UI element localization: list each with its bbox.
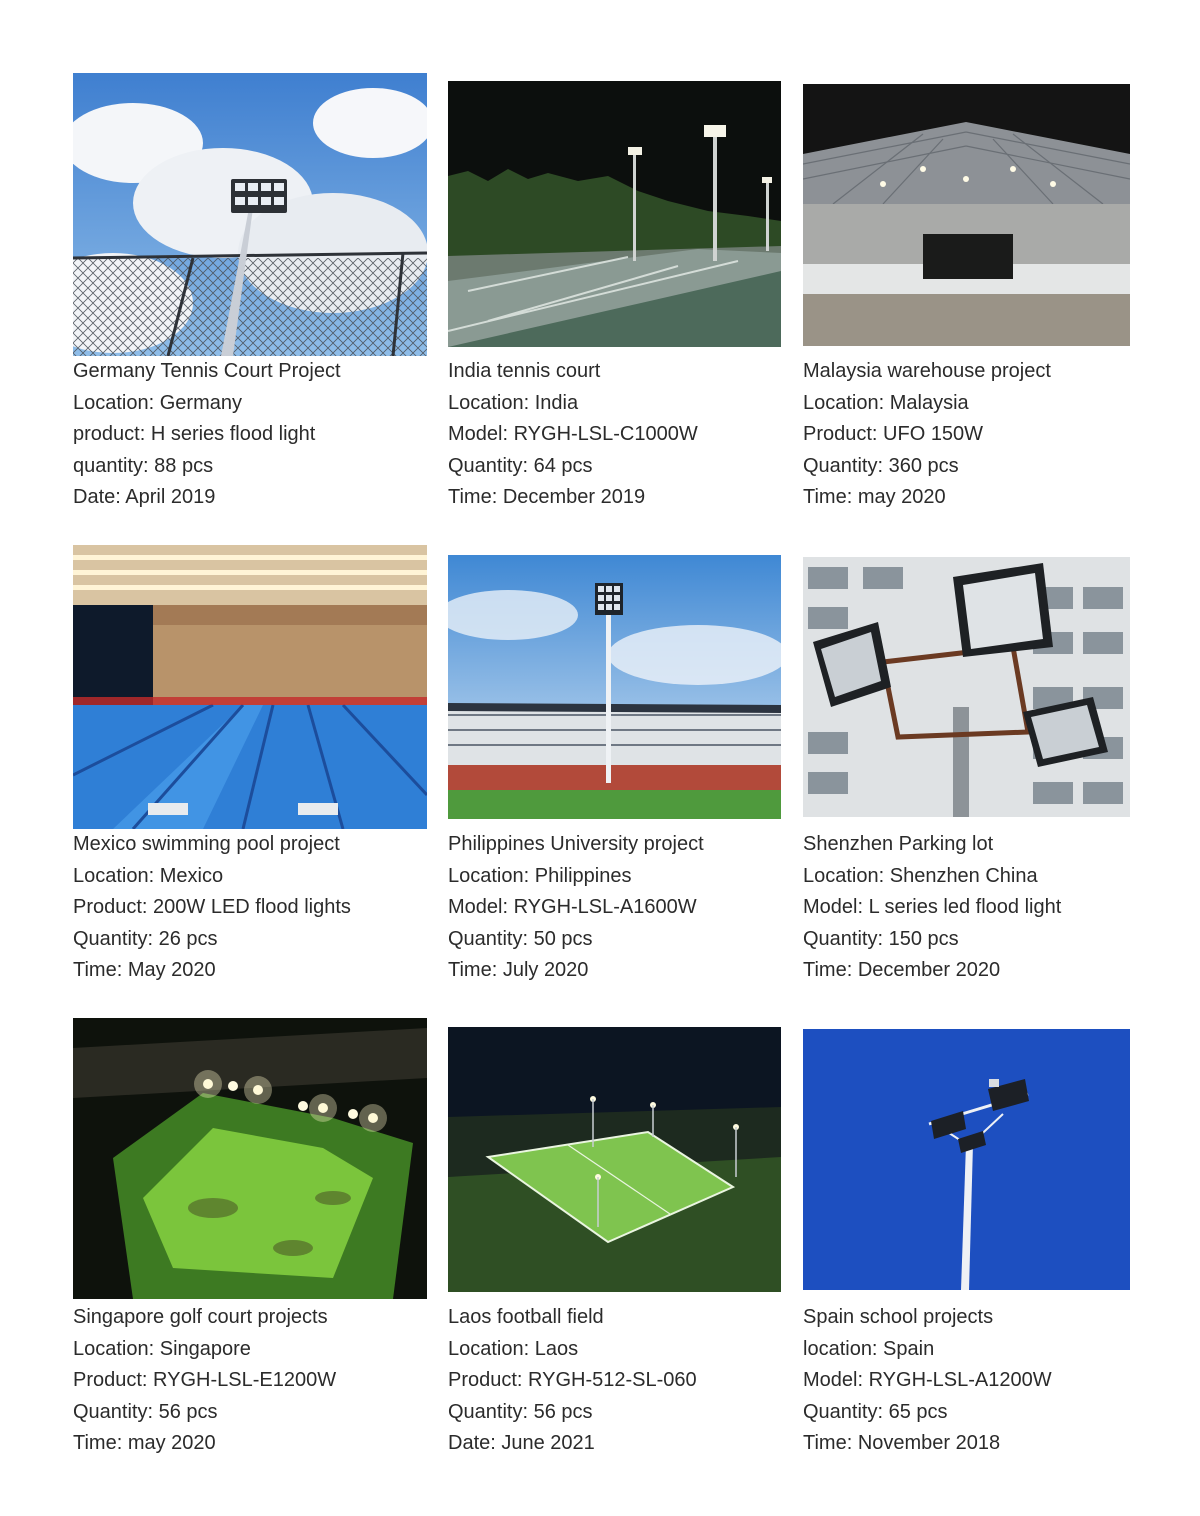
project-date: Date: June 2021 xyxy=(448,1432,595,1455)
project-caption-malaysia-warehouse xyxy=(803,356,1051,514)
project-title: Spain school projects xyxy=(803,1306,994,1328)
project-location: Location: Philippines xyxy=(448,864,632,887)
project-product: product: H series flood light xyxy=(73,423,316,446)
project-quantity: Quantity: 26 pcs xyxy=(73,927,218,950)
project-location: Location: Germany xyxy=(73,391,242,414)
project-photo-india-tennis xyxy=(448,81,781,347)
project-date: Date: April 2019 xyxy=(73,486,216,509)
project-caption-germany-tennis xyxy=(73,356,341,514)
project-photo-germany-tennis xyxy=(73,73,427,356)
project-location: Location: Mexico xyxy=(73,864,224,887)
project-photo-mexico-pool xyxy=(73,545,427,829)
project-product: Product: 200W LED flood lights xyxy=(73,896,351,919)
project-model: Model: RYGH-LSL-A1600W xyxy=(448,896,697,919)
project-caption-shenzhen-parking xyxy=(803,829,1061,987)
project-photo-shenzhen-parking xyxy=(803,557,1130,817)
project-title: India tennis court xyxy=(448,360,601,382)
project-quantity: Quantity: 65 pcs xyxy=(803,1400,948,1423)
project-quantity: Quantity: 50 pcs xyxy=(448,927,593,950)
project-caption-laos-football xyxy=(448,1302,697,1460)
project-product: Product: RYGH-512-SL-060 xyxy=(448,1369,697,1392)
project-title: Malaysia warehouse project xyxy=(803,360,1051,382)
project-quantity: Quantity: 360 pcs xyxy=(803,454,959,477)
project-photo-malaysia-warehouse xyxy=(803,84,1130,346)
project-caption-mexico-pool xyxy=(73,829,351,987)
project-title: Mexico swimming pool project xyxy=(73,833,340,855)
project-photo-philippines-university xyxy=(448,555,781,819)
project-caption-india-tennis xyxy=(448,356,698,514)
project-time: Time: May 2020 xyxy=(73,959,216,982)
project-caption-philippines-university xyxy=(448,829,704,987)
project-location: Location: Shenzhen China xyxy=(803,864,1038,887)
project-title: Philippines University project xyxy=(448,833,704,855)
project-model: Model: RYGH-LSL-A1200W xyxy=(803,1369,1052,1392)
project-caption-singapore-golf xyxy=(73,1302,336,1460)
project-product: Product: RYGH-LSL-E1200W xyxy=(73,1369,337,1392)
project-time: Time: December 2019 xyxy=(448,486,646,509)
project-quantity: Quantity: 64 pcs xyxy=(448,454,593,477)
project-model: Model: RYGH-LSL-C1000W xyxy=(448,423,698,446)
project-time: Time: November 2018 xyxy=(803,1432,1001,1455)
project-time: Time: July 2020 xyxy=(448,959,589,982)
project-product: Product: UFO 150W xyxy=(803,423,984,446)
project-photo-spain-school xyxy=(803,1029,1130,1290)
project-time: Time: may 2020 xyxy=(803,486,946,509)
project-model: Model: L series led flood light xyxy=(803,896,1062,919)
project-location: Location: India xyxy=(448,391,579,414)
project-title: Shenzhen Parking lot xyxy=(803,833,994,855)
project-location: location: Spain xyxy=(803,1337,935,1360)
project-title: Singapore golf court projects xyxy=(73,1306,328,1328)
project-title: Laos football field xyxy=(448,1306,604,1328)
project-caption-spain-school xyxy=(803,1302,1052,1460)
project-quantity: quantity: 88 pcs xyxy=(73,454,214,477)
project-photo-singapore-golf xyxy=(73,1018,427,1299)
project-title: Germany Tennis Court Project xyxy=(73,360,341,382)
project-location: Location: Laos xyxy=(448,1337,579,1360)
project-location: Location: Singapore xyxy=(73,1337,251,1360)
project-quantity: Quantity: 56 pcs xyxy=(448,1400,593,1423)
project-quantity: Quantity: 56 pcs xyxy=(73,1400,218,1423)
project-quantity: Quantity: 150 pcs xyxy=(803,927,959,950)
project-photo-laos-football xyxy=(448,1027,781,1292)
project-time: Time: December 2020 xyxy=(803,959,1001,982)
project-location: Location: Malaysia xyxy=(803,391,969,414)
project-time: Time: may 2020 xyxy=(73,1432,216,1455)
